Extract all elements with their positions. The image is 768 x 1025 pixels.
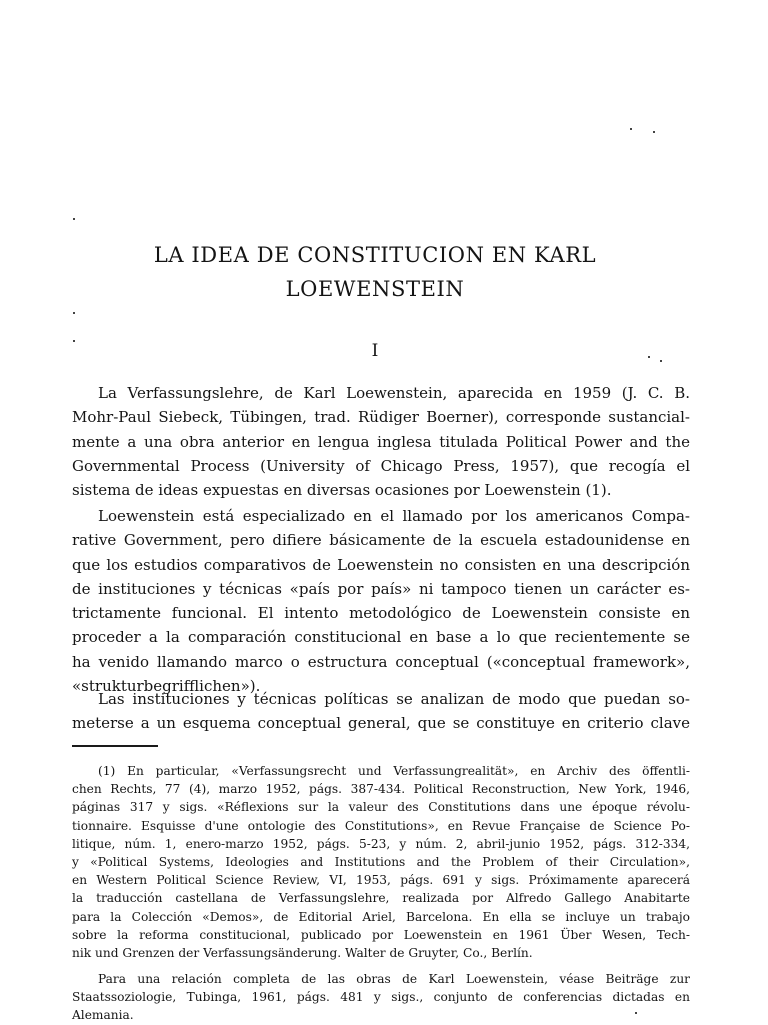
paragraph-1-line-4: Governmental Process (University of Chicago Press, 1957), que recogía el (72, 456, 690, 475)
scan-speck (73, 312, 75, 314)
paragraph-2-line-6: proceder a la comparación constitucional en base a lo que recientemente se (72, 628, 690, 647)
footnote-1-line-2: chen Rechts, 77 (4), marzo 1952, págs. 387-434. Political Reconstruction, New York, 1946, (72, 782, 690, 797)
scan-speck (635, 1012, 637, 1014)
footnote-1-line-8: la traducción castellana de Verfassungslehre, realizada por Alfredo Gallego Anabitarte (72, 891, 690, 906)
footnote-1-line-9: para la Colección «Demos», de Editorial Ariel, Barcelona. En ella se incluye un trabajo (72, 909, 690, 924)
footnote-1-line-1 (72, 762, 690, 780)
paragraph-2 (72, 504, 690, 698)
paragraph-2-line-4: de instituciones y técnicas «país por país» ni tampoco tienen un carácter es- (72, 579, 690, 598)
footnote-1-line-5: litique, núm. 1, enero-marzo 1952, págs. 5-23, y núm. 2, abril-junio 1952, págs. 312-334, (72, 836, 690, 851)
paragraph-2-line-1 (72, 504, 690, 528)
paragraph-1 (72, 381, 690, 502)
footnote-1-line-6: y «Political Systems, Ideologies and Institutions and the Problem of their Circulation», (72, 855, 690, 870)
scan-speck (648, 356, 650, 358)
footnote-2-line-1 (72, 970, 690, 988)
footnote-2 (72, 970, 690, 1025)
paragraph-3-line-2: meterse a un esquema conceptual general, que se constituye en criterio clave (72, 714, 690, 733)
paragraph-2-line-3: que los estudios comparativos de Loewenstein no consisten en una descripción (72, 555, 690, 574)
paragraph-1-line-3: mente a una obra anterior en lengua inglesa titulada Political Power and the (72, 432, 690, 451)
footnote-2-line-2: Staatssoziologie, Tubinga, 1961, págs. 481 y sigs., conjunto de conferencias dictadas en (72, 990, 690, 1005)
scan-speck (630, 128, 632, 130)
paragraph-1-line-5: sistema de ideas expuestas en diversas ocasiones por Loewenstein (1). (72, 481, 612, 500)
article-title-line-1: LA IDEA DE CONSTITUCION EN KARL (153, 243, 597, 267)
paragraph-3 (72, 687, 690, 736)
footnote-1-line-1-text: (1) En particular, «Verfassungsrecht und Verfassungrealität», en Archiv des öffentli- (98, 764, 690, 778)
paragraph-2-line-8: «strukturbegrifflichen»). (72, 677, 261, 696)
paragraph-2-line-5: trictamente funcional. El intento metodológico de Loewenstein consiste en (72, 604, 690, 623)
paragraph-3-line-1-text: Las instituciones y técnicas políticas se analizan de modo que puedan so- (98, 690, 690, 708)
paragraph-2-line-2: rative Government, pero difiere básicamente de la escuela estadounidense en (72, 531, 690, 550)
section-number: I (371, 341, 379, 361)
scan-speck (660, 360, 662, 362)
footnote-1-line-4: tionnaire. Esquisse d'une ontologie des Constitutions», en Revue Française de Science Po- (72, 818, 690, 833)
scan-speck (73, 340, 75, 342)
paragraph-1-line-1-text: La Verfassungslehre, de Karl Loewenstein, aparecida en 1959 (J. C. B. (98, 384, 690, 402)
footnote-2-line-3: Alemania. (72, 1008, 134, 1023)
paragraph-2-line-1-text: Loewenstein está especializado en el llamado por los americanos Compa- (98, 507, 690, 525)
footnote-1-line-11: nik und Grenzen der Verfassungsänderung. Walter de Gruyter, Co., Berlín. (72, 946, 533, 961)
paragraph-1-line-2: Mohr-Paul Siebeck, Tübingen, trad. Rüdiger Boerner), corresponde sustancial- (72, 408, 690, 427)
footnote-1 (72, 762, 690, 962)
footnote-1-line-7: en Western Political Science Review, VI, 1953, págs. 691 y sigs. Próximamente aparecerá (72, 873, 690, 888)
scan-speck (73, 218, 75, 220)
footnote-1-line-10: sobre la reforma constitucional, publicado por Loewenstein en 1961 Über Wesen, Tech- (72, 927, 690, 942)
footnote-2-line-1-text: Para una relación completa de las obras de Karl Loewenstein, véase Beiträge zur (98, 972, 690, 986)
paragraph-1-line-1 (72, 381, 690, 405)
paragraph-2-line-7: ha venido llamando marco o estructura conceptual («conceptual framework», (72, 652, 690, 671)
scan-speck (653, 131, 655, 133)
footnote-1-line-3: páginas 317 y sigs. «Réflexions sur la valeur des Constitutions dans une époque révolu- (72, 800, 690, 815)
article-title-line-2: LOEWENSTEIN (285, 277, 465, 301)
footnote-separator (72, 745, 158, 747)
paragraph-3-line-1 (72, 687, 690, 711)
